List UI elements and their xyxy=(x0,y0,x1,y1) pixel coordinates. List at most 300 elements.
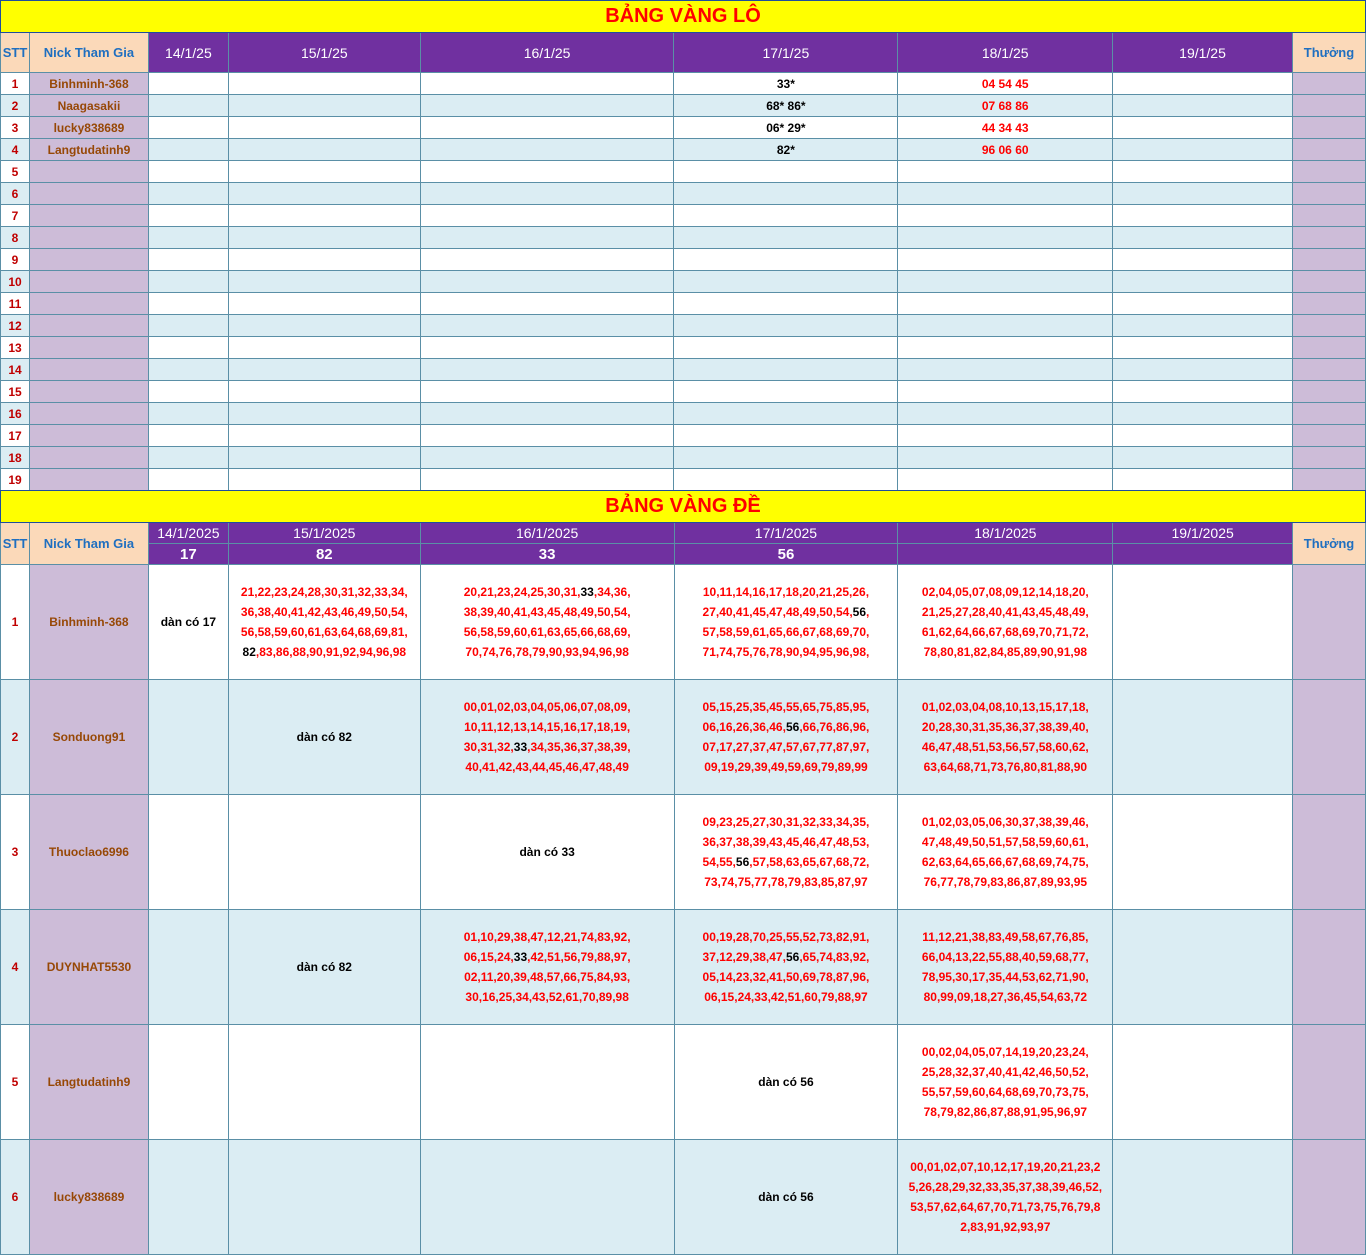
bonus-cell xyxy=(1293,680,1366,795)
bonus-cell xyxy=(1292,161,1365,183)
number-line: 20,21,23,24,25,30,31,33,34,36, xyxy=(463,585,631,599)
bonus-cell xyxy=(1293,565,1366,680)
row-stt: 1 xyxy=(1,73,30,95)
lo-cell[interactable] xyxy=(1113,227,1293,249)
number-line: 10,11,12,13,14,15,16,17,18,19, xyxy=(464,720,631,734)
lo-cell[interactable] xyxy=(420,359,674,381)
bonus-cell xyxy=(1292,139,1365,161)
lo-row xyxy=(1,161,1366,183)
number-line: 02,04,05,07,08,09,12,14,18,20, xyxy=(921,585,1089,599)
lo-cell[interactable]: 04 54 45 xyxy=(898,73,1113,95)
row-stt: 18 xyxy=(1,447,30,469)
bonus-cell xyxy=(1292,73,1365,95)
result-number: 17 xyxy=(148,544,228,565)
bonus-cell xyxy=(1292,117,1365,139)
player-nick: lucky838689 xyxy=(29,1140,148,1255)
lo-cell[interactable] xyxy=(1113,337,1293,359)
lo-cell[interactable] xyxy=(420,425,674,447)
row-stt: 1 xyxy=(1,565,30,680)
lo-title-row xyxy=(1,1,1366,33)
lo-cell[interactable] xyxy=(898,249,1113,271)
lo-cell[interactable] xyxy=(1113,425,1293,447)
number-set-cell[interactable] xyxy=(898,680,1113,795)
lo-cell[interactable] xyxy=(898,337,1113,359)
de-row xyxy=(1,1025,1366,1140)
bonus-cell xyxy=(1292,381,1365,403)
number-line: 53,57,62,64,67,70,71,73,75,76,79,8 xyxy=(910,1200,1101,1214)
player-nick: Langtudatinh9 xyxy=(29,1025,148,1140)
lo-cell[interactable] xyxy=(1113,95,1293,117)
number-line: 54,55,56,57,58,63,65,67,68,72, xyxy=(702,855,870,869)
lo-row xyxy=(1,271,1366,293)
lo-cell[interactable]: 07 68 86 xyxy=(898,95,1113,117)
lo-cell[interactable]: 68* 86* xyxy=(674,95,898,117)
lo-cell[interactable] xyxy=(898,469,1113,491)
lo-cell[interactable] xyxy=(228,425,420,447)
lo-row xyxy=(1,139,1366,161)
lo-cell[interactable] xyxy=(1113,161,1293,183)
lo-cell[interactable] xyxy=(420,271,674,293)
lo-cell[interactable] xyxy=(228,315,420,337)
header-nick: Nick Tham Gia xyxy=(29,523,148,565)
lo-cell[interactable] xyxy=(898,183,1113,205)
number-line: 71,74,75,76,78,90,94,95,96,98, xyxy=(702,645,870,659)
lo-cell[interactable] xyxy=(898,205,1113,227)
lo-cell[interactable] xyxy=(148,95,228,117)
lo-row xyxy=(1,249,1366,271)
player-nick: Naagasakii xyxy=(29,95,148,117)
lo-cell[interactable]: 96 06 60 xyxy=(898,139,1113,161)
winning-number: 33 xyxy=(513,740,528,754)
empty-cell[interactable] xyxy=(148,795,228,910)
lo-cell[interactable] xyxy=(1113,205,1293,227)
bonus-cell xyxy=(1292,425,1365,447)
de-title-row xyxy=(1,491,1366,523)
number-set-cell[interactable] xyxy=(674,680,898,795)
lo-cell[interactable] xyxy=(898,271,1113,293)
lo-cell[interactable] xyxy=(228,249,420,271)
row-stt: 5 xyxy=(1,161,30,183)
lo-cell[interactable] xyxy=(898,381,1113,403)
lo-cell[interactable] xyxy=(420,337,674,359)
bonus-cell xyxy=(1292,293,1365,315)
lo-cell[interactable] xyxy=(228,227,420,249)
lo-cell[interactable] xyxy=(228,183,420,205)
row-stt: 14 xyxy=(1,359,30,381)
number-set-cell[interactable] xyxy=(420,680,674,795)
number-set-cell[interactable] xyxy=(674,565,898,680)
lo-cell[interactable] xyxy=(674,315,898,337)
row-stt: 3 xyxy=(1,795,30,910)
number-line: 78,95,30,17,35,44,53,62,71,90, xyxy=(921,970,1089,984)
number-line: 00,01,02,07,10,12,17,19,20,21,23,2 xyxy=(910,1160,1101,1174)
number-line: 61,62,64,66,67,68,69,70,71,72, xyxy=(921,625,1089,639)
player-nick: lucky838689 xyxy=(29,117,148,139)
lo-cell[interactable] xyxy=(148,161,228,183)
number-line: 27,40,41,45,47,48,49,50,54,56, xyxy=(702,605,870,619)
header-date: 16/1/2025 xyxy=(420,523,674,544)
result-number: 33 xyxy=(420,544,674,565)
lo-cell[interactable] xyxy=(228,73,420,95)
row-stt: 8 xyxy=(1,227,30,249)
number-line: 01,02,03,04,08,10,13,15,17,18, xyxy=(921,700,1089,714)
lo-cell[interactable] xyxy=(148,293,228,315)
lo-cell[interactable] xyxy=(148,271,228,293)
bonus-cell xyxy=(1292,403,1365,425)
lo-cell[interactable] xyxy=(148,205,228,227)
lo-cell[interactable]: 82* xyxy=(674,139,898,161)
lo-cell[interactable] xyxy=(228,381,420,403)
empty-cell[interactable] xyxy=(1113,1140,1293,1255)
lo-cell[interactable] xyxy=(148,139,228,161)
lo-cell[interactable] xyxy=(674,183,898,205)
lo-cell[interactable] xyxy=(228,403,420,425)
winning-number: 33 xyxy=(513,950,528,964)
player-nick xyxy=(29,425,148,447)
bonus-cell xyxy=(1293,910,1366,1025)
lo-cell[interactable] xyxy=(898,425,1113,447)
lo-cell[interactable] xyxy=(228,447,420,469)
number-set-cell[interactable] xyxy=(898,1025,1113,1140)
bonus-cell xyxy=(1292,447,1365,469)
empty-cell[interactable] xyxy=(148,680,228,795)
lo-cell[interactable] xyxy=(148,381,228,403)
empty-cell[interactable] xyxy=(1113,1025,1293,1140)
lo-row xyxy=(1,425,1366,447)
dan-note[interactable]: dàn có 17 xyxy=(148,565,228,680)
player-nick: Binhminh-368 xyxy=(29,73,148,95)
result-number xyxy=(1113,544,1293,565)
lo-cell[interactable] xyxy=(1113,249,1293,271)
lo-cell[interactable] xyxy=(228,95,420,117)
lo-cell[interactable] xyxy=(228,359,420,381)
winning-number: 33 xyxy=(580,585,594,599)
lo-cell[interactable] xyxy=(228,293,420,315)
row-stt: 6 xyxy=(1,1140,30,1255)
lo-cell[interactable] xyxy=(898,315,1113,337)
dan-note[interactable]: dàn có 82 xyxy=(228,910,420,1025)
empty-cell[interactable] xyxy=(1113,680,1293,795)
lo-cell[interactable] xyxy=(420,469,674,491)
row-stt: 16 xyxy=(1,403,30,425)
bonus-cell xyxy=(1292,227,1365,249)
empty-cell[interactable] xyxy=(228,1025,420,1140)
empty-cell[interactable] xyxy=(148,1025,228,1140)
lo-cell[interactable] xyxy=(148,359,228,381)
player-nick xyxy=(29,183,148,205)
number-set-cell[interactable] xyxy=(420,910,674,1025)
empty-cell[interactable] xyxy=(228,1140,420,1255)
lo-cell[interactable] xyxy=(420,403,674,425)
number-line: 36,37,38,39,43,45,46,47,48,53, xyxy=(702,835,870,849)
lo-cell[interactable] xyxy=(148,249,228,271)
number-line: 76,77,78,79,83,86,87,89,93,95 xyxy=(923,875,1088,889)
lo-cell[interactable]: 06* 29* xyxy=(674,117,898,139)
header-date: 19/1/2025 xyxy=(1113,523,1293,544)
number-line: 00,19,28,70,25,55,52,73,82,91, xyxy=(702,930,870,944)
dan-note[interactable]: dàn có 56 xyxy=(674,1025,898,1140)
lo-cell[interactable] xyxy=(898,227,1113,249)
lo-cell[interactable] xyxy=(148,469,228,491)
row-stt: 6 xyxy=(1,183,30,205)
number-line: 02,11,20,39,48,57,66,75,84,93, xyxy=(464,970,631,984)
number-line: 46,47,48,51,53,56,57,58,60,62, xyxy=(921,740,1089,754)
result-number xyxy=(898,544,1113,565)
winning-number: 56 xyxy=(785,720,800,734)
lo-cell[interactable]: 44 34 43 xyxy=(898,117,1113,139)
lo-table xyxy=(0,0,1366,491)
row-stt: 10 xyxy=(1,271,30,293)
de-row xyxy=(1,565,1366,680)
player-nick xyxy=(29,315,148,337)
lo-cell[interactable] xyxy=(1113,73,1293,95)
lo-cell[interactable] xyxy=(148,447,228,469)
lo-cell[interactable] xyxy=(148,403,228,425)
bonus-cell xyxy=(1292,271,1365,293)
bonus-cell xyxy=(1292,249,1365,271)
lo-cell[interactable] xyxy=(148,315,228,337)
bonus-cell xyxy=(1292,315,1365,337)
lo-cell[interactable] xyxy=(420,73,674,95)
lo-cell[interactable] xyxy=(1113,117,1293,139)
number-line: 07,17,27,37,47,57,67,77,87,97, xyxy=(702,740,870,754)
number-line: 10,11,14,16,17,18,20,21,25,26, xyxy=(702,585,870,599)
lo-cell[interactable] xyxy=(420,315,674,337)
lo-header-row xyxy=(1,33,1366,73)
lo-row xyxy=(1,227,1366,249)
de-row xyxy=(1,910,1366,1025)
lo-cell[interactable] xyxy=(148,117,228,139)
lo-title: BẢNG VÀNG LÔ xyxy=(1,1,1366,33)
player-nick: DUYNHAT5530 xyxy=(29,910,148,1025)
number-line: 70,74,76,78,79,90,93,94,96,98 xyxy=(465,645,629,659)
lo-cell[interactable] xyxy=(420,117,674,139)
lo-cell[interactable] xyxy=(228,469,420,491)
number-line: 09,23,25,27,30,31,32,33,34,35, xyxy=(702,815,870,829)
de-table xyxy=(0,490,1366,1255)
header-date: 18/1/2025 xyxy=(898,523,1113,544)
lo-cell[interactable] xyxy=(420,161,674,183)
header-date: 15/1/2025 xyxy=(228,523,420,544)
number-set-cell[interactable] xyxy=(674,910,898,1025)
number-line: 30,31,32,33,34,35,36,37,38,39, xyxy=(463,740,631,754)
number-set-cell[interactable] xyxy=(898,565,1113,680)
row-stt: 15 xyxy=(1,381,30,403)
lo-cell[interactable] xyxy=(420,205,674,227)
number-line: 56,58,59,60,61,63,65,66,68,69, xyxy=(463,625,631,639)
lo-row xyxy=(1,293,1366,315)
lo-cell[interactable] xyxy=(228,337,420,359)
header-date: 19/1/25 xyxy=(1113,33,1293,73)
lo-cell[interactable] xyxy=(228,139,420,161)
number-set-cell[interactable] xyxy=(898,910,1113,1025)
header-stt: STT xyxy=(1,33,30,73)
number-line: 05,15,25,35,45,55,65,75,85,95, xyxy=(702,700,870,714)
lo-cell[interactable] xyxy=(674,161,898,183)
player-nick xyxy=(29,227,148,249)
number-line: 09,19,29,39,49,59,69,79,89,99 xyxy=(704,760,868,774)
lo-cell[interactable] xyxy=(898,403,1113,425)
number-line: 63,64,68,71,73,76,80,81,88,90 xyxy=(923,760,1088,774)
empty-cell[interactable] xyxy=(148,1140,228,1255)
row-stt: 7 xyxy=(1,205,30,227)
lo-cell[interactable] xyxy=(1113,381,1293,403)
number-line: 37,12,29,38,47,56,65,74,83,92, xyxy=(702,950,870,964)
lo-cell[interactable] xyxy=(420,183,674,205)
header-date: 15/1/25 xyxy=(228,33,420,73)
lo-cell[interactable] xyxy=(228,205,420,227)
number-line: 05,14,23,32,41,50,69,78,87,96, xyxy=(702,970,870,984)
lo-cell[interactable] xyxy=(420,95,674,117)
number-line: 40,41,42,43,44,45,46,47,48,49 xyxy=(465,760,629,774)
number-line: 01,10,29,38,47,12,21,74,83,92, xyxy=(463,930,631,944)
lo-cell[interactable] xyxy=(898,447,1113,469)
number-line: 30,16,25,34,43,52,61,70,89,98 xyxy=(465,990,629,1004)
player-nick xyxy=(29,249,148,271)
bonus-cell xyxy=(1293,795,1366,910)
bonus-cell xyxy=(1292,469,1365,491)
number-set-cell[interactable] xyxy=(898,795,1113,910)
dan-note[interactable]: dàn có 56 xyxy=(674,1140,898,1255)
lo-cell[interactable] xyxy=(420,293,674,315)
lo-cell[interactable]: 33* xyxy=(674,73,898,95)
lo-cell[interactable] xyxy=(674,469,898,491)
winning-number: 56 xyxy=(785,950,800,964)
lo-cell[interactable] xyxy=(420,227,674,249)
header-bonus: Thưởng xyxy=(1293,523,1366,565)
number-set-cell[interactable] xyxy=(674,795,898,910)
bonus-cell xyxy=(1292,205,1365,227)
lo-cell[interactable] xyxy=(1113,359,1293,381)
number-line: 78,79,82,86,87,88,91,95,96,97 xyxy=(923,1105,1088,1119)
lo-cell[interactable] xyxy=(228,117,420,139)
lo-cell[interactable] xyxy=(148,73,228,95)
lo-cell[interactable] xyxy=(420,447,674,469)
player-nick xyxy=(29,403,148,425)
lo-cell[interactable] xyxy=(674,227,898,249)
empty-cell[interactable] xyxy=(228,795,420,910)
player-nick xyxy=(29,381,148,403)
row-stt: 12 xyxy=(1,315,30,337)
player-nick: Thuoclao6996 xyxy=(29,795,148,910)
lo-cell[interactable] xyxy=(674,425,898,447)
de-header-row xyxy=(1,523,1366,544)
header-date: 14/1/2025 xyxy=(148,523,228,544)
number-line: 62,63,64,65,66,67,68,69,74,75, xyxy=(921,855,1089,869)
bonus-cell xyxy=(1293,1025,1366,1140)
player-nick xyxy=(29,293,148,315)
number-set-cell[interactable] xyxy=(420,565,674,680)
player-nick xyxy=(29,447,148,469)
empty-cell[interactable] xyxy=(420,1140,674,1255)
lo-cell[interactable] xyxy=(1113,271,1293,293)
row-stt: 13 xyxy=(1,337,30,359)
lo-cell[interactable] xyxy=(148,183,228,205)
lo-cell[interactable] xyxy=(674,447,898,469)
lo-cell[interactable] xyxy=(420,249,674,271)
empty-cell[interactable] xyxy=(1113,795,1293,910)
lo-cell[interactable] xyxy=(674,293,898,315)
header-date: 17/1/2025 xyxy=(674,523,898,544)
player-nick xyxy=(29,271,148,293)
result-number: 82 xyxy=(228,544,420,565)
lo-row xyxy=(1,359,1366,381)
lo-cell[interactable] xyxy=(898,293,1113,315)
row-stt: 4 xyxy=(1,910,30,1025)
row-stt: 2 xyxy=(1,95,30,117)
header-nick: Nick Tham Gia xyxy=(29,33,148,73)
lo-cell[interactable] xyxy=(1113,315,1293,337)
lo-cell[interactable] xyxy=(1113,447,1293,469)
lo-cell[interactable] xyxy=(420,381,674,403)
number-line: 36,38,40,41,42,43,46,49,50,54, xyxy=(240,605,408,619)
number-line: 00,02,04,05,07,14,19,20,23,24, xyxy=(921,1045,1089,1059)
lo-cell[interactable] xyxy=(1113,403,1293,425)
number-line: 78,80,81,82,84,85,89,90,91,98 xyxy=(923,645,1088,659)
dan-note[interactable]: dàn có 82 xyxy=(228,680,420,795)
lo-cell[interactable] xyxy=(148,337,228,359)
de-title: BẢNG VÀNG ĐỀ xyxy=(1,491,1366,523)
lo-cell[interactable] xyxy=(1113,469,1293,491)
number-set-cell[interactable] xyxy=(228,565,420,680)
lo-row xyxy=(1,403,1366,425)
lo-row xyxy=(1,183,1366,205)
empty-cell[interactable] xyxy=(1113,910,1293,1025)
lo-cell[interactable] xyxy=(674,403,898,425)
lo-cell[interactable] xyxy=(898,161,1113,183)
result-number: 56 xyxy=(674,544,898,565)
header-date: 18/1/25 xyxy=(898,33,1113,73)
lo-cell[interactable] xyxy=(674,359,898,381)
lo-cell[interactable] xyxy=(674,205,898,227)
empty-cell[interactable] xyxy=(1113,565,1293,680)
de-result-row xyxy=(1,544,1366,565)
header-stt: STT xyxy=(1,523,30,565)
player-nick: Sonduong91 xyxy=(29,680,148,795)
lo-cell[interactable] xyxy=(228,161,420,183)
lo-cell[interactable] xyxy=(420,139,674,161)
player-nick: Binhminh-368 xyxy=(29,565,148,680)
winning-number: 56 xyxy=(852,605,867,619)
empty-cell[interactable] xyxy=(148,910,228,1025)
lo-cell[interactable] xyxy=(148,227,228,249)
header-bonus: Thưởng xyxy=(1292,33,1365,73)
bonus-cell xyxy=(1292,95,1365,117)
lo-cell[interactable] xyxy=(674,249,898,271)
number-line: 73,74,75,77,78,79,83,85,87,97 xyxy=(704,875,868,889)
bonus-cell xyxy=(1292,337,1365,359)
de-row xyxy=(1,680,1366,795)
number-line: 20,28,30,31,35,36,37,38,39,40, xyxy=(921,720,1089,734)
empty-cell[interactable] xyxy=(420,1025,674,1140)
lo-cell[interactable] xyxy=(674,381,898,403)
lo-cell[interactable] xyxy=(674,271,898,293)
lo-cell[interactable] xyxy=(1113,139,1293,161)
lo-cell[interactable] xyxy=(1113,183,1293,205)
header-date: 16/1/25 xyxy=(420,33,674,73)
lo-cell[interactable] xyxy=(898,359,1113,381)
lo-cell[interactable] xyxy=(148,425,228,447)
dan-note[interactable]: dàn có 33 xyxy=(420,795,674,910)
lo-row xyxy=(1,381,1366,403)
player-nick xyxy=(29,337,148,359)
number-set-cell[interactable] xyxy=(898,1140,1113,1255)
lo-cell[interactable] xyxy=(228,271,420,293)
lo-cell[interactable] xyxy=(1113,293,1293,315)
bonus-cell xyxy=(1293,1140,1366,1255)
lo-row xyxy=(1,337,1366,359)
lo-cell[interactable] xyxy=(674,337,898,359)
